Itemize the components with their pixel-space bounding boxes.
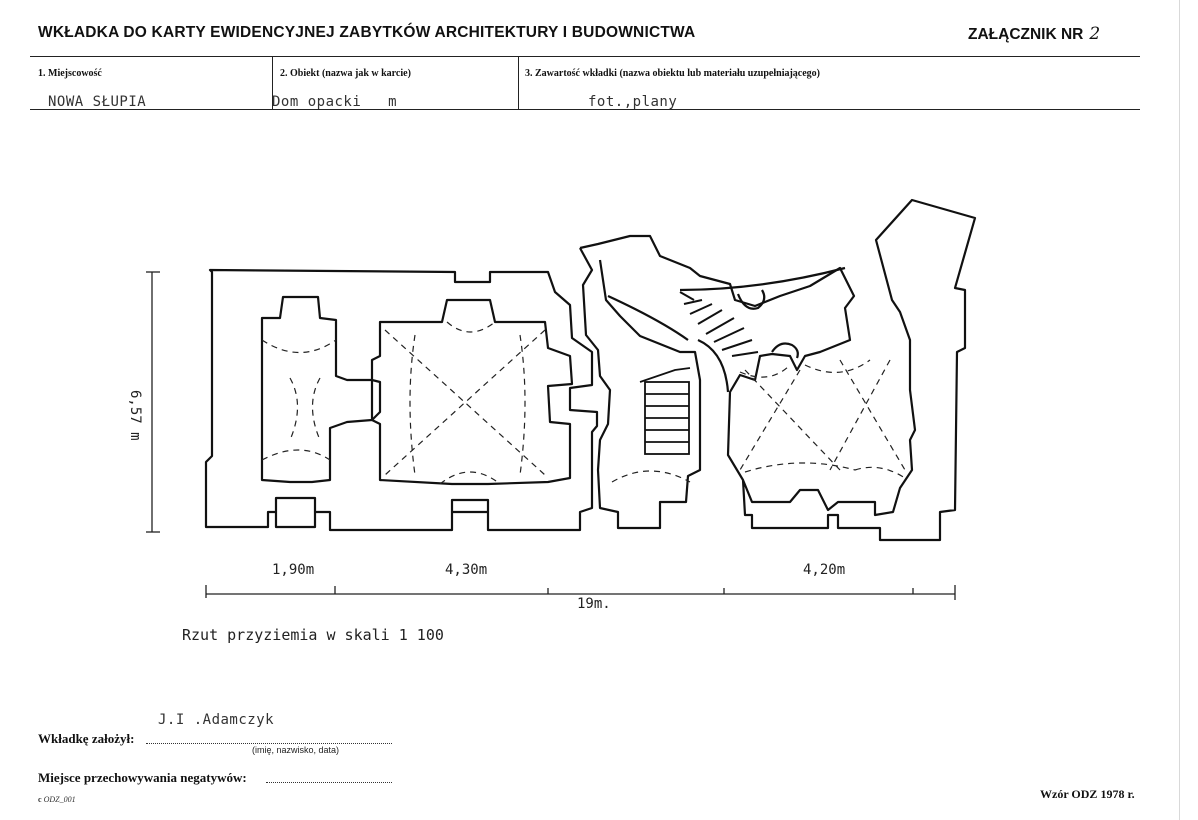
author-value: J.I .Adamczyk <box>158 712 275 728</box>
content-label: 3. Zawartość wkładki (nazwa obiektu lub materiału uzupełniającego) <box>525 68 821 79</box>
bottom-doorway-mid <box>452 500 488 512</box>
place-value: NOWA SŁUPIA <box>48 94 147 110</box>
left-wing-outline <box>206 270 597 530</box>
template-label: Wzór ODZ 1978 r. <box>1040 787 1135 801</box>
object-label: 2. Obiekt (nazwa jak w karcie) <box>280 68 411 79</box>
bottom-doorway-left <box>276 498 315 512</box>
stair-wall-right <box>698 340 728 392</box>
dimension-middle: 4,30m <box>445 562 488 578</box>
middle-room-wall <box>372 300 572 484</box>
annex-number: 2 <box>1089 24 1101 44</box>
plan-caption: Rzut przyziemia w skali 1 100 <box>182 626 444 644</box>
total-length: 19m. <box>577 596 611 612</box>
form-code-prefix: c <box>38 795 42 804</box>
dimension-left: 1,90m <box>272 562 315 578</box>
dimension-lines <box>146 272 955 600</box>
object-value-suffix: m <box>388 94 398 110</box>
tower-curve <box>608 296 688 340</box>
straight-stair <box>640 368 690 454</box>
spiral-stair <box>680 292 758 356</box>
right-wing-outline <box>580 200 975 540</box>
dimension-right: 4,20m <box>803 562 846 578</box>
form-code <box>38 795 76 804</box>
annex-label-text: ZAŁĄCZNIK NR <box>968 26 1084 43</box>
author-label: Wkładkę założył: <box>38 731 135 746</box>
author-dotted-line <box>146 742 392 744</box>
content-value: fot.,plany <box>588 94 678 110</box>
left-room-wall <box>262 297 372 482</box>
place-label: 1. Miejscowość <box>38 68 102 79</box>
author-hint: (imię, nazwisko, data) <box>252 745 340 755</box>
height-dimension: 6,57 m <box>127 390 143 441</box>
negatives-dotted-line <box>266 781 392 783</box>
form-code-text: ODZ_001 <box>43 795 76 804</box>
form-title: WKŁADKA DO KARTY EWIDENCYJNEJ ZABYTKÓW ARCHITEKTURY I BUDOWNICTWA <box>38 24 696 41</box>
object-value-text: Dom opacki <box>272 94 362 110</box>
negatives-label: Miejsce przechowywania negatywów: <box>38 770 247 785</box>
